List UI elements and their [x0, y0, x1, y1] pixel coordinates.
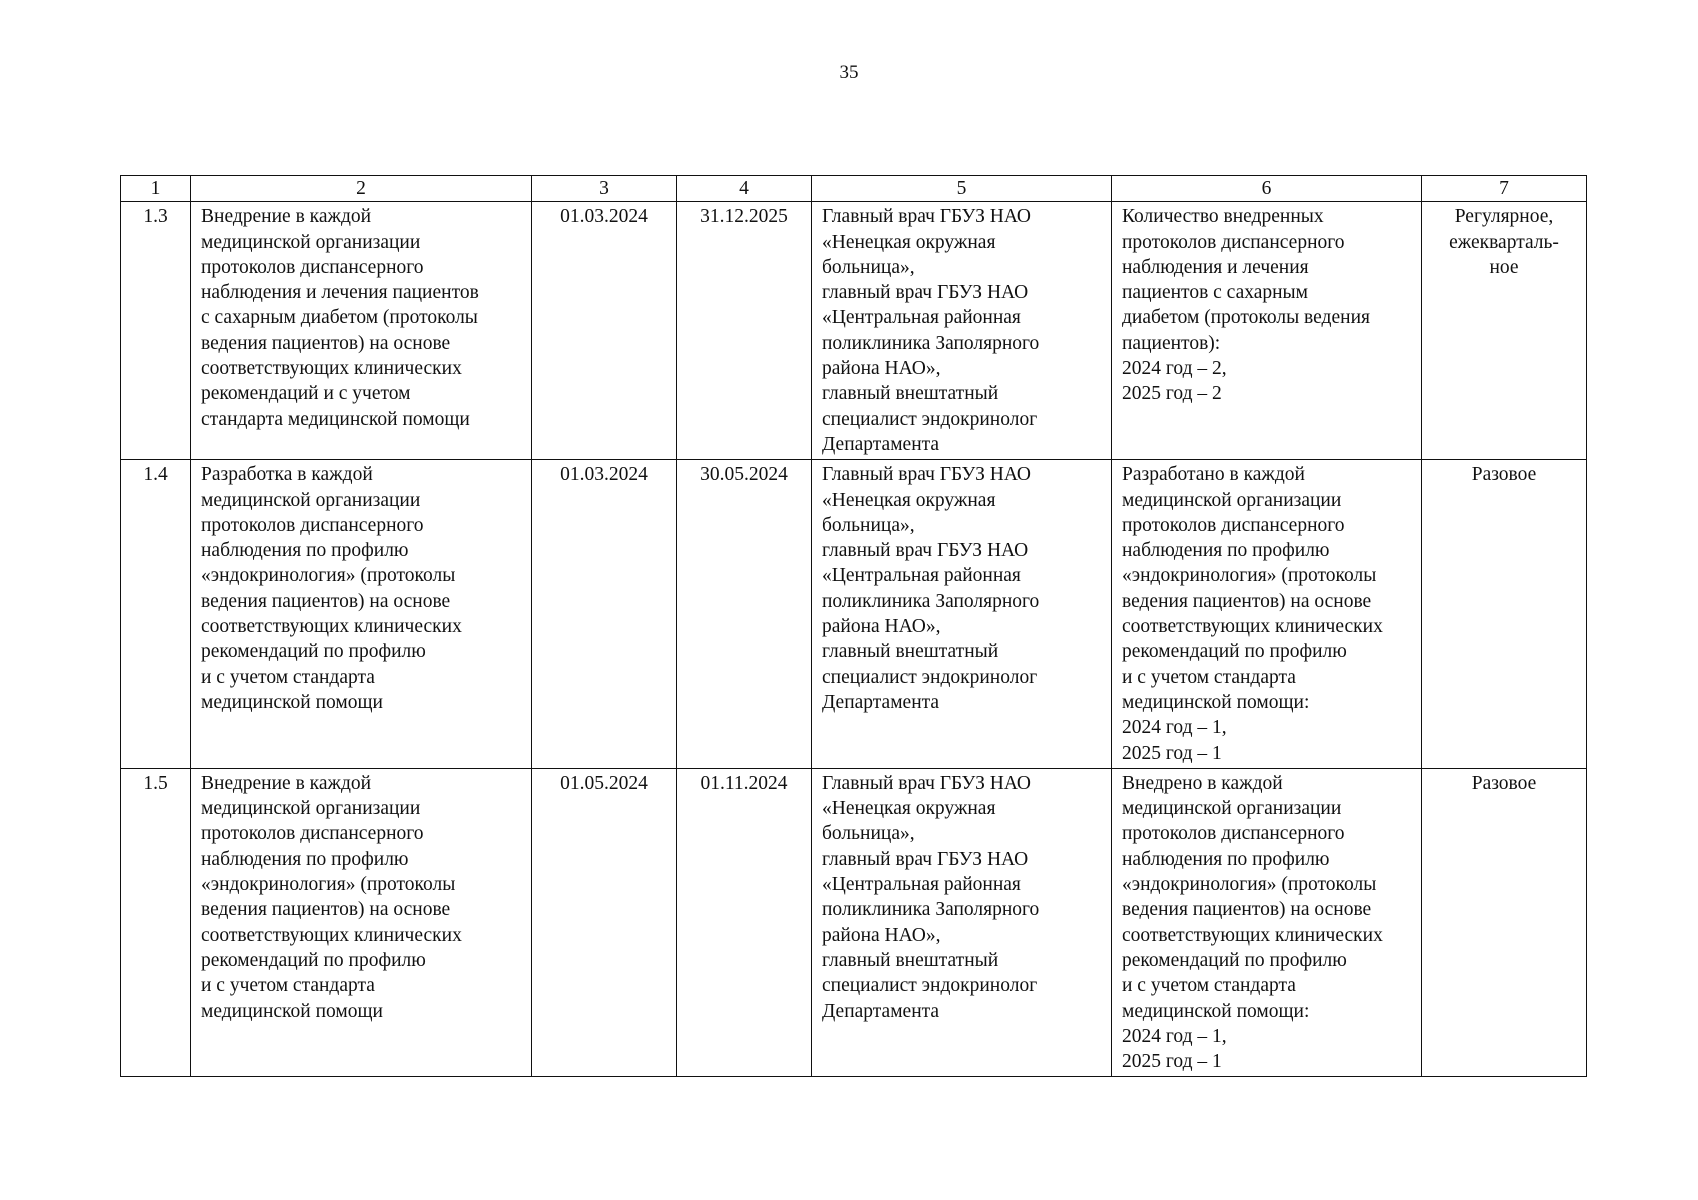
result-line: 2025 год – 1 [1122, 742, 1222, 764]
start-date: 01.03.2024 [532, 460, 677, 769]
activity-line: и с учетом стандарта [201, 666, 375, 688]
result-line: рекомендаций по профилю [1122, 641, 1347, 663]
result-line: и с учетом стандарта [1122, 666, 1296, 688]
responsible-line: поликлиника Заполярного [822, 899, 1040, 921]
result-line: 2024 год – 1, [1122, 1025, 1227, 1047]
result-line: пациентов с сахарным [1122, 282, 1309, 304]
result-line: рекомендаций по профилю [1122, 949, 1347, 971]
item-number: 1.3 [121, 202, 191, 460]
result-cell [1112, 460, 1422, 769]
activity-line: медицинской помощи [201, 691, 383, 713]
responsible-cell [812, 202, 1112, 460]
responsible-line: Главный врач ГБУЗ НАО [822, 464, 1032, 486]
activity-line: медицинской организации [201, 489, 421, 511]
table-row [121, 460, 1587, 769]
result-line: протоколов диспансерного [1122, 514, 1345, 536]
activity-line: рекомендаций по профилю [201, 641, 426, 663]
responsible-line: района НАО», [822, 358, 941, 380]
activity-cell [191, 460, 532, 769]
column-header: 1 [121, 176, 191, 202]
activity-line: наблюдения и лечения пациентов [201, 282, 479, 304]
responsible-line: специалист эндокринолог [822, 975, 1038, 997]
page-number: 35 [839, 62, 859, 83]
activity-line: и с учетом стандарта [201, 975, 375, 997]
result-line: пациентов): [1122, 332, 1221, 354]
responsible-line: больница», [822, 823, 915, 845]
activity-line: с сахарным диабетом (протоколы [201, 307, 478, 329]
responsible-line: «Центральная районная [822, 565, 1021, 587]
activity-line: Внедрение в каждой [201, 206, 372, 228]
column-number-row [121, 176, 1587, 202]
column-header: 2 [191, 176, 532, 202]
responsible-line: Главный врач ГБУЗ НАО [822, 772, 1032, 794]
responsible-line: главный внештатный [822, 949, 999, 971]
result-line: 2024 год – 2, [1122, 358, 1227, 380]
activity-line: протоколов диспансерного [201, 823, 424, 845]
table-row [121, 202, 1587, 460]
activity-cell [191, 202, 532, 460]
responsible-line: главный врач ГБУЗ НАО [822, 282, 1029, 304]
result-line: медицинской организации [1122, 489, 1342, 511]
result-line: медицинской помощи: [1122, 691, 1310, 713]
responsible-line: Департамента [822, 433, 940, 455]
result-line: Количество внедренных [1122, 206, 1324, 228]
activity-line: «эндокринология» (протоколы [201, 874, 456, 896]
start-date: 01.05.2024 [532, 768, 677, 1077]
result-line: наблюдения и лечения [1122, 256, 1309, 278]
activity-line: Внедрение в каждой [201, 772, 372, 794]
column-header: 7 [1422, 176, 1587, 202]
responsible-line: поликлиника Заполярного [822, 332, 1040, 354]
result-line: протоколов диспансерного [1122, 823, 1345, 845]
responsible-line: «Центральная районная [822, 874, 1021, 896]
activity-line: «эндокринология» (протоколы [201, 565, 456, 587]
result-line: медицинской помощи: [1122, 1000, 1310, 1022]
end-date: 31.12.2025 [677, 202, 812, 460]
frequency-line: Разовое [1471, 772, 1537, 794]
result-line: ведения пациентов) на основе [1122, 590, 1372, 612]
activity-line: ведения пациентов) на основе [201, 899, 451, 921]
activity-line: медицинской организации [201, 798, 421, 820]
activity-line: соответствующих клинических [201, 616, 462, 638]
column-header: 5 [812, 176, 1112, 202]
activity-line: соответствующих клинических [201, 358, 462, 380]
result-line: наблюдения по профилю [1122, 540, 1330, 562]
frequency-line: Регулярное, [1454, 206, 1554, 228]
responsible-line: главный врач ГБУЗ НАО [822, 848, 1029, 870]
responsible-cell [812, 768, 1112, 1077]
result-line: «эндокринология» (протоколы [1122, 874, 1377, 896]
start-date: 01.03.2024 [532, 202, 677, 460]
responsible-line: больница», [822, 256, 915, 278]
responsible-line: Департамента [822, 691, 940, 713]
column-header: 4 [677, 176, 812, 202]
activity-line: рекомендаций и с учетом [201, 383, 411, 405]
result-line: соответствующих клинических [1122, 924, 1383, 946]
responsible-line: «Центральная районная [822, 307, 1021, 329]
responsible-line: Департамента [822, 1000, 940, 1022]
responsible-line: «Ненецкая окружная [822, 798, 996, 820]
result-line: 2025 год – 1 [1122, 1051, 1222, 1073]
result-cell [1112, 768, 1422, 1077]
activity-line: наблюдения по профилю [201, 540, 409, 562]
result-line: диабетом (протоколы ведения [1122, 307, 1370, 329]
responsible-line: больница», [822, 514, 915, 536]
responsible-line: главный врач ГБУЗ НАО [822, 540, 1029, 562]
item-number: 1.4 [121, 460, 191, 769]
end-date: 30.05.2024 [677, 460, 812, 769]
frequency-cell [1422, 768, 1587, 1077]
result-line: 2025 год – 2 [1122, 383, 1222, 405]
activity-line: медицинской организации [201, 231, 421, 253]
frequency-cell [1422, 460, 1587, 769]
column-header: 3 [532, 176, 677, 202]
action-plan-table [120, 175, 1587, 1077]
frequency-cell [1422, 202, 1587, 460]
result-line: Внедрено в каждой [1122, 772, 1283, 794]
responsible-line: «Ненецкая окружная [822, 231, 996, 253]
item-number: 1.5 [121, 768, 191, 1077]
activity-line: протоколов диспансерного [201, 256, 424, 278]
responsible-line: специалист эндокринолог [822, 666, 1038, 688]
responsible-line: специалист эндокринолог [822, 408, 1038, 430]
end-date: 01.11.2024 [677, 768, 812, 1077]
result-line: 2024 год – 1, [1122, 717, 1227, 739]
result-line: протоколов диспансерного [1122, 231, 1345, 253]
activity-line: протоколов диспансерного [201, 514, 424, 536]
responsible-line: главный внештатный [822, 641, 999, 663]
frequency-line: Разовое [1471, 464, 1537, 486]
responsible-line: района НАО», [822, 924, 941, 946]
activity-line: соответствующих клинических [201, 924, 462, 946]
responsible-line: «Ненецкая окружная [822, 489, 996, 511]
frequency-line: ное [1489, 256, 1519, 278]
responsible-line: района НАО», [822, 616, 941, 638]
activity-line: ведения пациентов) на основе [201, 590, 451, 612]
result-line: «эндокринология» (протоколы [1122, 565, 1377, 587]
activity-line: ведения пациентов) на основе [201, 332, 451, 354]
activity-line: медицинской помощи [201, 1000, 383, 1022]
result-line: ведения пациентов) на основе [1122, 899, 1372, 921]
result-line: соответствующих клинических [1122, 616, 1383, 638]
column-header: 6 [1112, 176, 1422, 202]
result-line: и с учетом стандарта [1122, 975, 1296, 997]
result-line: медицинской организации [1122, 798, 1342, 820]
responsible-line: Главный врач ГБУЗ НАО [822, 206, 1032, 228]
activity-line: Разработка в каждой [201, 464, 373, 486]
responsible-cell [812, 460, 1112, 769]
responsible-line: поликлиника Заполярного [822, 590, 1040, 612]
frequency-line: ежекварталь- [1449, 231, 1559, 253]
activity-line: стандарта медицинской помощи [201, 408, 470, 430]
result-line: наблюдения по профилю [1122, 848, 1330, 870]
activity-line: наблюдения по профилю [201, 848, 409, 870]
activity-line: рекомендаций по профилю [201, 949, 426, 971]
result-line: Разработано в каждой [1122, 464, 1305, 486]
result-cell [1112, 202, 1422, 460]
responsible-line: главный внештатный [822, 383, 999, 405]
table-row [121, 768, 1587, 1077]
activity-cell [191, 768, 532, 1077]
